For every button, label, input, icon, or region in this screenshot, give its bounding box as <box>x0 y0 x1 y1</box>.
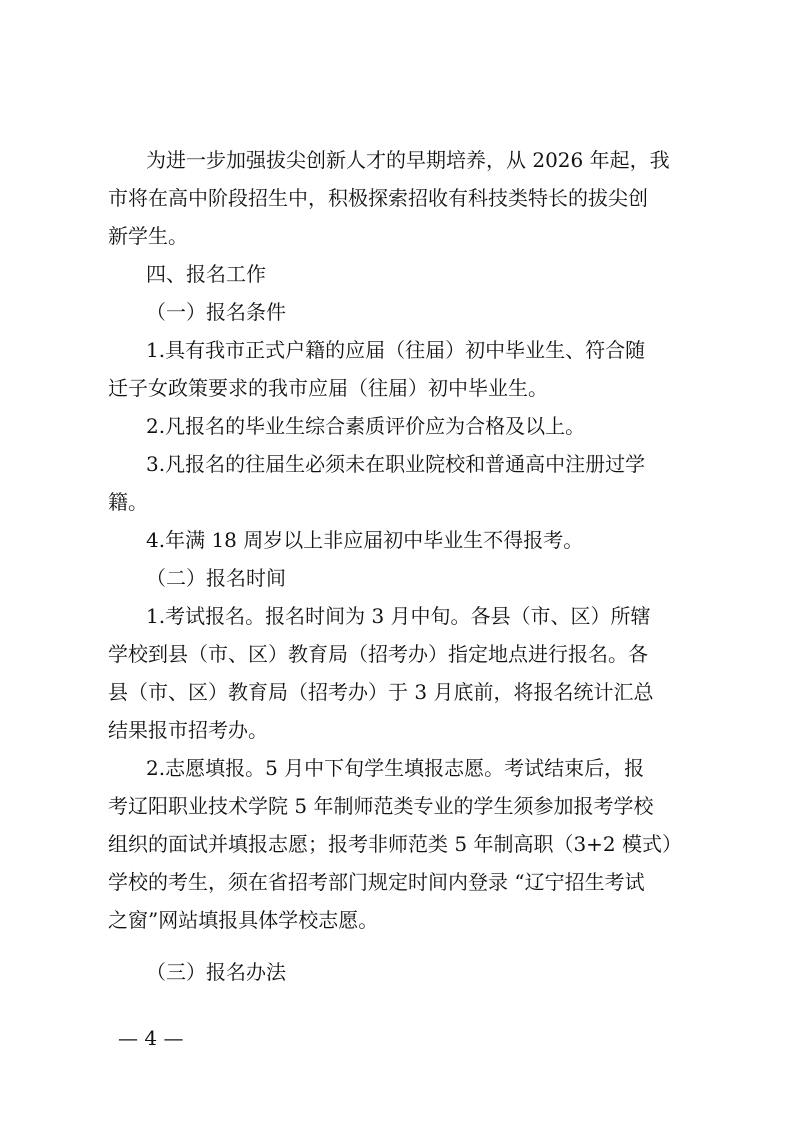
paragraph-line: 2.志愿填报。5 月中下旬学生填报志愿。考试结束后，报 <box>146 756 645 780</box>
subsection-heading: （三）报名办法 <box>146 960 286 984</box>
section-heading: 四、报名工作 <box>146 262 266 286</box>
list-item: 4.年满 18 周岁以上非应届初中毕业生不得报考。 <box>146 528 584 552</box>
paragraph-line: 1.考试报名。报名时间为 3 月中旬。各县（市、区）所辖 <box>146 604 651 628</box>
page-number: — 4 — <box>118 1026 184 1050</box>
paragraph-line: 县（市、区）教育局（招考办）于 3 月底前，将报名统计汇总 <box>108 680 654 704</box>
paragraph-line: 为进一步加强拔尖创新人才的早期培养，从 2026 年起，我 <box>146 148 670 172</box>
paragraph-line: 学校到县（市、区）教育局（招考办）指定地点进行报名。各 <box>108 642 648 666</box>
subsection-heading: （二）报名时间 <box>146 566 286 590</box>
list-item: 3.凡报名的往届生必须未在职业院校和普通高中注册过学 <box>146 452 646 476</box>
paragraph-line: 学校的考生，须在省招考部门规定时间内登录 “辽宁招生考试 <box>108 870 645 894</box>
list-item: 2.凡报名的毕业生综合素质评价应为合格及以上。 <box>146 414 586 438</box>
paragraph-line: 市将在高中阶段招生中，积极探索招收有科技类特长的拔尖创 <box>108 186 648 210</box>
subsection-heading: （一）报名条件 <box>146 300 286 324</box>
list-item: 1.具有我市正式户籍的应届（往届）初中毕业生、符合随 <box>146 338 646 362</box>
paragraph-line: 组织的面试并填报志愿；报考非师范类 5 年制高职（3+2 模式） <box>108 832 683 856</box>
list-item: 迁子女政策要求的我市应届（往届）初中毕业生。 <box>108 376 548 400</box>
paragraph-line: 之窗”网站填报具体学校志愿。 <box>108 908 379 932</box>
paragraph-line: 结果报市招考办。 <box>108 718 268 742</box>
paragraph-line: 新学生。 <box>108 224 188 248</box>
list-item: 籍。 <box>108 490 148 514</box>
paragraph-line: 考辽阳职业技术学院 5 年制师范类专业的学生须参加报考学校 <box>108 794 654 818</box>
